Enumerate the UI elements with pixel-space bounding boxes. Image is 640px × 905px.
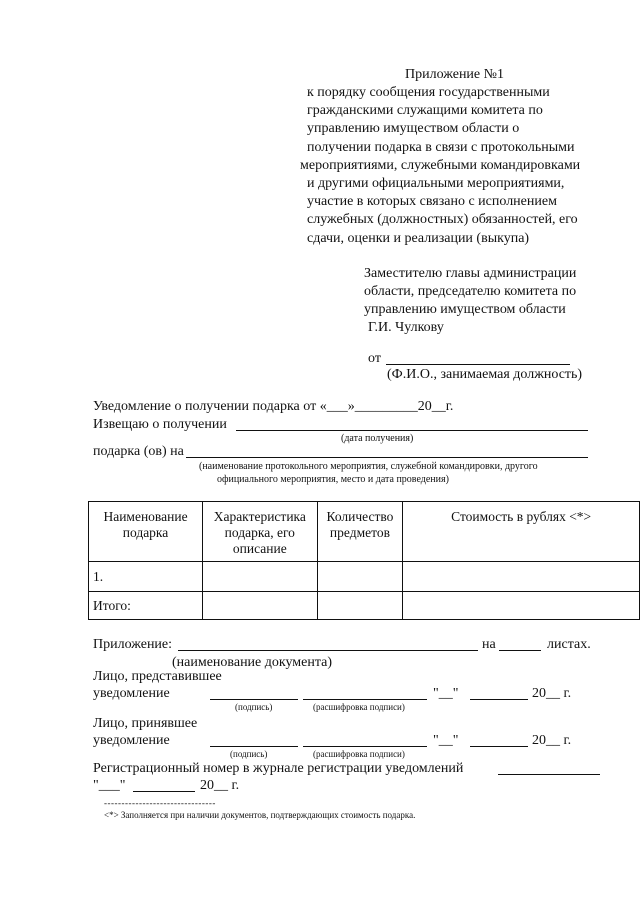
addressee-line: Заместителю главы администрации (364, 266, 577, 281)
presenter-date-year[interactable]: 20__ г. (532, 686, 572, 701)
receiver-label-1: Лицо, принявшее (93, 716, 198, 731)
from-hint: (Ф.И.О., занимаемая должность) (387, 367, 583, 382)
event-hint-2: официального мероприятия, место и дата проведения) (217, 474, 449, 485)
attachment-label: Приложение: (93, 637, 173, 652)
presenter-date-day[interactable]: "__" (433, 686, 459, 701)
attachment-doc-hint: (наименование документа) (172, 655, 333, 670)
registration-label: Регистрационный номер в журнале регистрации уведомлений (93, 761, 464, 776)
appendix-line: управлению имуществом области о (307, 121, 520, 137)
receiver-decode-field[interactable] (303, 746, 427, 747)
header-cost: Стоимость в рублях <*> (403, 502, 640, 562)
addressee-line: Г.И. Чулкову (368, 320, 444, 335)
total-label: Итого: (89, 592, 203, 620)
footnote-separator: -------------------------------- (104, 798, 216, 808)
addressee-line: области, председателю комитета по (364, 284, 577, 299)
table-header-row (89, 502, 640, 562)
presenter-sign-hint: (подпись) (235, 702, 273, 712)
row1-description[interactable] (203, 562, 318, 592)
receiver-signature-field[interactable] (210, 746, 298, 747)
registration-date-day[interactable]: "___" (93, 778, 126, 793)
row1-name[interactable]: 1. (89, 562, 203, 592)
registration-number-field[interactable] (498, 774, 600, 775)
event-field[interactable] (186, 457, 588, 458)
appendix-line: и другими официальными мероприятиями, (307, 176, 565, 191)
header-quantity: Количество предметов (317, 502, 403, 562)
appendix-line: участие в которых связано с исполнением (307, 194, 557, 210)
attachment-field[interactable] (178, 650, 478, 651)
inform-label: Извещаю о получении (93, 417, 227, 432)
appendix-title: Приложение №1 (405, 67, 504, 82)
total-description (203, 592, 318, 620)
presenter-date-month[interactable] (470, 699, 528, 700)
presenter-decode-field[interactable] (303, 699, 427, 700)
registration-date-year[interactable]: 20__ г. (200, 778, 240, 793)
table-row (89, 562, 640, 592)
appendix-line: получении подарка в связи с протокольными (307, 139, 575, 155)
total-cost[interactable] (403, 592, 640, 620)
presenter-label-1: Лицо, представившее (93, 669, 222, 684)
presenter-signature-field[interactable] (210, 699, 298, 700)
table-total-row (89, 592, 640, 620)
appendix-line: служебных (должностных) обязанностей, его (307, 212, 578, 228)
appendix-line: гражданскими служащими комитета по (307, 103, 543, 119)
gift-label: подарка (ов) на (93, 444, 184, 459)
addressee-line: управлению имуществом области (364, 302, 566, 317)
attachment-on: на (482, 637, 496, 652)
receiver-date-year[interactable]: 20__ г. (532, 733, 572, 748)
event-hint-1: (наименование протокольного мероприятия, служебной командировки, другого (199, 461, 538, 472)
attachment-sheets: листах. (547, 637, 591, 652)
appendix-line: сдачи, оценки и реализации (выкупа) (307, 230, 530, 246)
footnote-text: <*> Заполняется при наличии документов, подтверждающих стоимость подарка. (104, 810, 416, 820)
row1-quantity[interactable] (317, 562, 403, 592)
appendix-line: мероприятиями, служебными командировками (300, 157, 581, 173)
date-received-field[interactable] (236, 430, 588, 431)
receiver-date-day[interactable]: "__" (433, 733, 459, 748)
registration-date-month[interactable] (133, 791, 195, 792)
total-quantity[interactable] (317, 592, 403, 620)
from-field-line[interactable] (386, 364, 570, 365)
gifts-table (88, 501, 640, 620)
notice-heading: Уведомление о получении подарка от «___»_________20__г. (93, 399, 454, 414)
date-received-hint: (дата получения) (341, 433, 414, 444)
receiver-decode-hint: (расшифровка подписи) (313, 749, 405, 759)
receiver-sign-hint: (подпись) (230, 749, 268, 759)
presenter-label-2: уведомление (93, 686, 170, 701)
from-label: от (368, 351, 381, 366)
presenter-decode-hint: (расшифровка подписи) (313, 702, 405, 712)
header-name: Наименование подарка (89, 502, 203, 562)
sheets-count-field[interactable] (499, 650, 541, 651)
row1-cost[interactable] (403, 562, 640, 592)
receiver-date-month[interactable] (470, 746, 528, 747)
receiver-label-2: уведомление (93, 733, 170, 748)
header-description: Характеристика подарка, его описание (203, 502, 318, 562)
appendix-line: к порядку сообщения государственными (307, 85, 550, 100)
